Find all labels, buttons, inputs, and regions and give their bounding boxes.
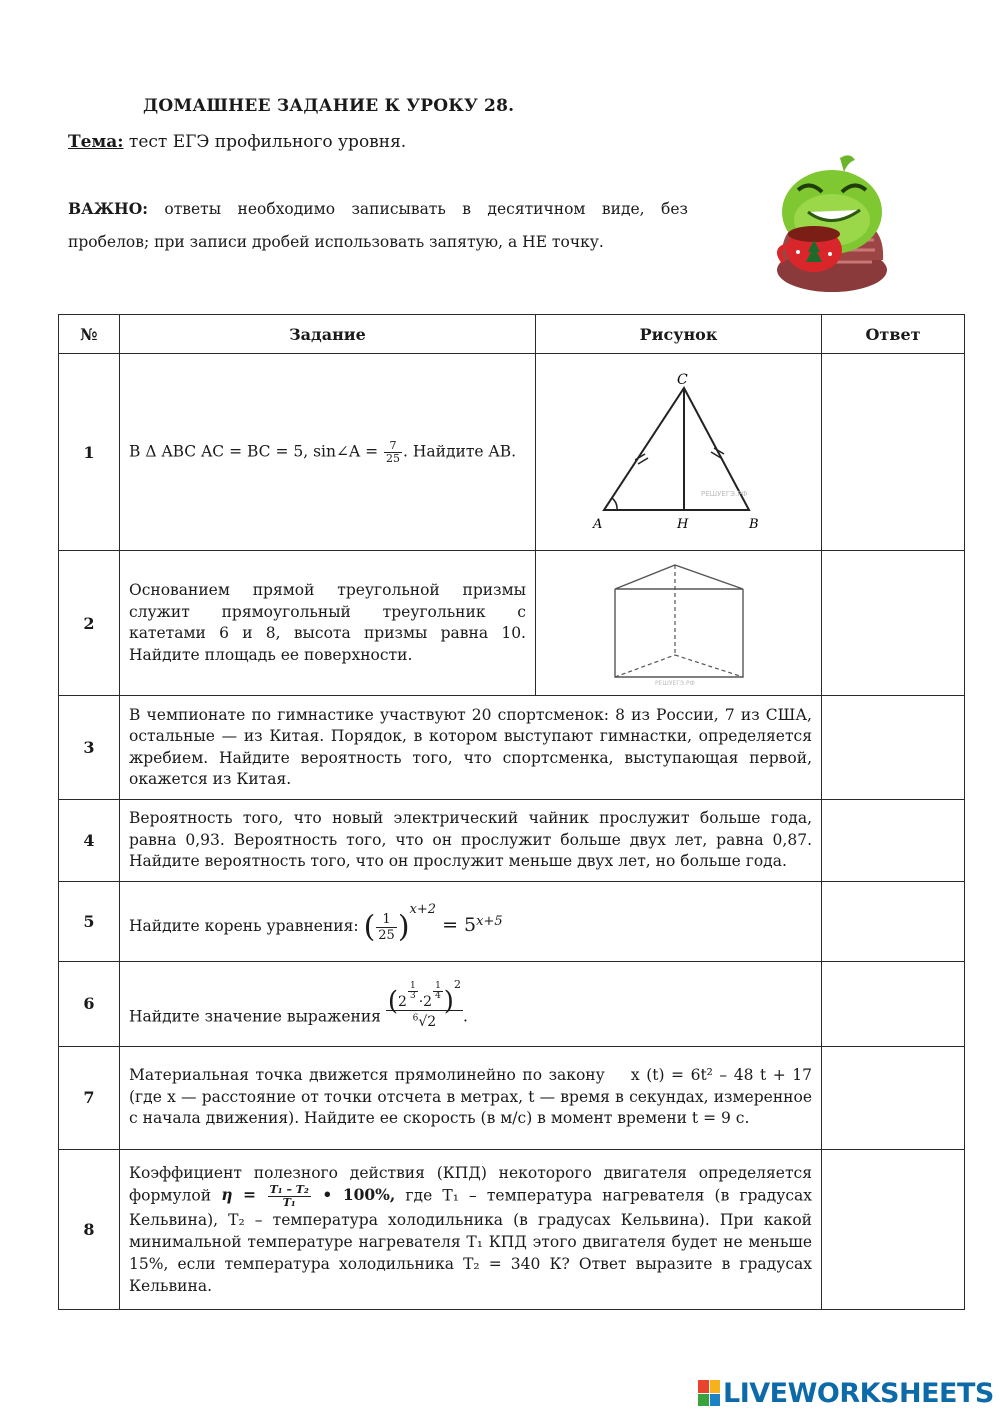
fraction-numerator: 7: [384, 440, 402, 453]
vertex-label-c: C: [676, 371, 688, 388]
important-label: ВАЖНО:: [68, 199, 148, 218]
row-number: 3: [59, 696, 120, 800]
equation-rhs: = 5: [436, 914, 477, 937]
vertex-label-b: B: [748, 516, 759, 532]
task-text-part: где T₁ – температура нагревателя (в градусах Кельвина), T₂ – температура холодильника (в градусах Кельвина). При какой минимальной температуре нагревателя T₁ КПД этого двигателя будет не меньше 15%, если температура холодильника T₂ = 340 К? Ответ выразите в градусах Кельвина.: [129, 1186, 813, 1295]
header-num: №: [59, 315, 120, 354]
paren-close: ): [397, 909, 410, 945]
task-text-part: . Найдите AB.: [403, 442, 517, 460]
topic-text: тест ЕГЭ профильного уровня.: [123, 132, 407, 152]
fraction: [384, 440, 402, 465]
fraction-denominator: 3: [409, 991, 416, 1002]
task-text: В чемпионате по гимнастике участвуют 20 спортсменок: 8 из России, 7 из США, остальные — из Китая. Порядок, в котором выступают гимнастки, определяется жребием. Найдите вероятность того, что спортсменка, выступающая первой, окажется из Китая.: [120, 696, 822, 800]
base: 2: [423, 994, 433, 1011]
eta-symbol: η: [221, 1185, 233, 1204]
topic-label: Тема:: [68, 132, 124, 152]
fraction-denominator: 4: [435, 991, 441, 1002]
expression-numerator: (2 $\frac{1}{3}$ ·2 $\frac{1}{4}$ )$^2$: [387, 978, 461, 1017]
task-text: Основанием прямой треугольной призмы служит прямоугольный треугольник с катетами 6 и 8, высота призмы равна 10. Найдите площадь ее поверхности.: [120, 551, 536, 696]
important-text: ответы необходимо записывать в десятичном виде, без пробелов; при записи дробей использовать запятую, а НЕ точку.: [68, 200, 688, 251]
header-task: Задание: [120, 315, 536, 354]
fraction-numerator: 1: [376, 912, 397, 928]
fraction: [408, 982, 418, 1001]
triangle-figure: [579, 370, 779, 535]
row-number: 2: [59, 551, 120, 696]
fraction-numerator: 1: [435, 981, 441, 992]
fraction-denominator: T₁: [282, 1195, 296, 1209]
root-index: 6: [412, 1013, 419, 1024]
fraction: [268, 1184, 311, 1209]
mascot-image: [770, 150, 895, 295]
table-row: [59, 1046, 965, 1149]
important-note: [68, 192, 688, 259]
answer-cell[interactable]: [822, 1046, 965, 1149]
exponent: 2: [453, 978, 461, 992]
prism-figure: [609, 559, 749, 687]
task-text: Материальная точка движется прямолинейно по закону x (t) = 6t² – 48 t + 17 (где x — расстояние от точки отсчета в метрах, t — время в секундах, измеренное с начала движения). Найдите ее скорость (в м/с) в момент времени t = 9 с.: [120, 1046, 822, 1149]
fraction: [433, 982, 443, 1001]
answer-cell[interactable]: [822, 961, 965, 1046]
answer-cell[interactable]: [822, 881, 965, 961]
row-number: 7: [59, 1046, 120, 1149]
task-text-part: В Δ ABC AC = BC = 5, sin∠A =: [129, 442, 384, 460]
answer-cell[interactable]: [822, 800, 965, 882]
task-text-part: Найдите корень уравнения:: [129, 917, 364, 936]
answer-cell[interactable]: [822, 1149, 965, 1309]
equals: =: [232, 1185, 267, 1204]
header-answer: Ответ: [822, 315, 965, 354]
table-header-row: [59, 315, 965, 354]
row-number: 4: [59, 800, 120, 882]
task-text: [120, 354, 536, 551]
task-text: Вероятность того, что новый электрический чайник прослужит больше года, равна 0,93. Вероятность того, что он прослужит больше двух лет, равна 0,87. Найдите вероятность того, что он прослужит меньше двух лет, но больше года.: [120, 800, 822, 882]
table-row: [59, 354, 965, 551]
vertex-label-a: A: [592, 516, 602, 532]
figure-watermark: РЕШУЕГЭ.РФ: [700, 489, 747, 498]
row-number: 6: [59, 961, 120, 1046]
expression-fraction: [386, 977, 463, 1030]
table-row: [59, 881, 965, 961]
fraction-denominator: 25: [378, 927, 395, 943]
root: √2: [418, 1013, 437, 1030]
multiplier: • 100%,: [311, 1185, 396, 1204]
figure-cell: [536, 354, 822, 551]
base: 2: [398, 994, 407, 1011]
figure-watermark: РЕШУЕГЭ.РФ: [654, 680, 695, 687]
topic-line: [68, 132, 406, 152]
table-row: [59, 1149, 965, 1309]
header-picture: Рисунок: [536, 315, 822, 354]
exponent: x+2: [409, 902, 437, 918]
paren-open: (: [363, 909, 376, 945]
row-number: 5: [59, 881, 120, 961]
answer-cell[interactable]: [822, 354, 965, 551]
liveworksheets-logo[interactable]: [698, 1377, 994, 1409]
task-text-part: Коэффициент полезного действия (КПД) некоторого двигателя определяется формулой: [129, 1163, 812, 1204]
task-text: [120, 881, 822, 961]
dot: ·: [418, 994, 424, 1011]
task-text: [120, 1149, 822, 1309]
table-row: [59, 551, 965, 696]
task-text: [120, 961, 822, 1046]
exponent: x+5: [476, 914, 503, 930]
answer-cell[interactable]: [822, 551, 965, 696]
table-row: [59, 961, 965, 1046]
fraction: [376, 912, 397, 943]
task-text-part: Найдите значение выражения: [129, 1007, 386, 1026]
logo-text: LIVEWORKSHEETS: [723, 1377, 994, 1409]
expression-denominator: [413, 1014, 437, 1030]
table-row: [59, 696, 965, 800]
fraction-numerator: T₁ – T₂: [269, 1182, 309, 1196]
table-row: [59, 800, 965, 882]
tasks-table: [58, 314, 965, 1310]
vertex-label-h: H: [676, 516, 688, 532]
page-title: ДОМАШНЕЕ ЗАДАНИЕ К УРОКУ 28.: [143, 96, 515, 116]
task-text-part: .: [462, 1007, 468, 1026]
logo-icon: [698, 1380, 720, 1406]
fraction-numerator: 1: [409, 981, 416, 992]
fraction-denominator: 25: [386, 451, 401, 465]
answer-cell[interactable]: [822, 696, 965, 800]
row-number: 1: [59, 354, 120, 551]
figure-cell: [536, 551, 822, 696]
row-number: 8: [59, 1149, 120, 1309]
